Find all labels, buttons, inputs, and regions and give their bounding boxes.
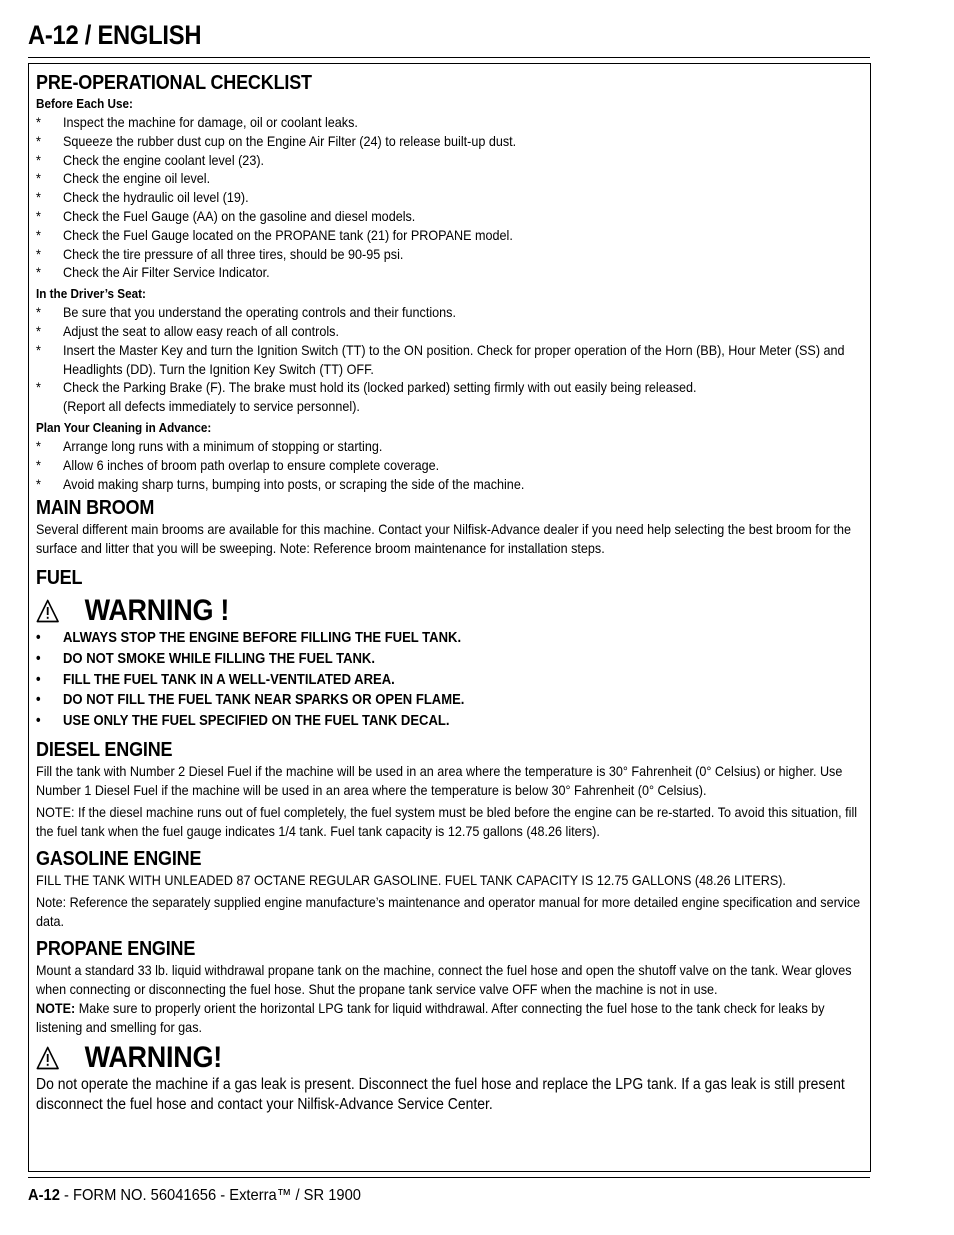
fuel-heading: FUEL bbox=[36, 567, 83, 590]
before-use-item-text: Check the hydraulic oil level (19). bbox=[63, 189, 249, 206]
bullet-marker: • bbox=[36, 692, 41, 709]
before-use-item bbox=[36, 113, 866, 132]
bullet-marker: * bbox=[36, 456, 41, 473]
plan-cleaning-item bbox=[36, 475, 866, 494]
header-divider bbox=[28, 57, 870, 58]
propane-warning-label: WARNING! bbox=[84, 1041, 222, 1075]
diesel-heading: DIESEL ENGINE bbox=[36, 739, 173, 762]
bullet-marker: • bbox=[36, 650, 41, 667]
page-footer bbox=[28, 1186, 361, 1206]
fuel-warning-item-text: FILL THE FUEL TANK IN A WELL-VENTILATED AREA. bbox=[63, 671, 395, 688]
plan-cleaning-item bbox=[36, 456, 866, 475]
fuel-warning-item-text: DO NOT FILL THE FUEL TANK NEAR SPARKS OR OPEN FLAME. bbox=[63, 692, 465, 709]
driver-seat-item bbox=[36, 322, 866, 341]
driver-seat-item bbox=[36, 378, 866, 397]
fuel-warning-title bbox=[36, 594, 866, 628]
bullet-marker: * bbox=[36, 437, 41, 454]
diesel-text-2: NOTE: If the diesel machine runs out of fuel completely, the fuel system must be bled before the engine can be re-started. To avoid this situation, fill the fuel tank when the fuel gauge indicates 1/4 tank. Fuel tank capacity is 12.75 gallons (48.26 liters). bbox=[36, 804, 858, 840]
driver-seat-item-text: Adjust the seat to allow easy reach of all controls. bbox=[63, 322, 339, 339]
driver-seat-item-text: (Report all defects immediately to service personnel). bbox=[63, 398, 360, 415]
bullet-marker: * bbox=[36, 322, 41, 339]
warning-triangle-icon bbox=[36, 599, 59, 623]
before-use-item-text: Check the Air Filter Service Indicator. bbox=[63, 264, 270, 281]
before-use-item bbox=[36, 188, 866, 207]
page-title: A-12 / ENGLISH bbox=[28, 20, 202, 50]
before-use-list bbox=[36, 113, 866, 282]
fuel-warning-item bbox=[36, 711, 866, 732]
driver-seat-label: In the Driver’s Seat: bbox=[36, 286, 146, 302]
plan-cleaning-item bbox=[36, 437, 866, 456]
bullet-marker: * bbox=[36, 207, 41, 224]
warning-triangle-icon bbox=[36, 1046, 59, 1070]
before-use-item bbox=[36, 169, 866, 188]
before-use-item-text: Squeeze the rubber dust cup on the Engine Air Filter (24) to release built-up dust. bbox=[63, 132, 517, 149]
before-use-item bbox=[36, 151, 866, 170]
bullet-marker: * bbox=[36, 114, 41, 130]
bullet-marker: * bbox=[36, 379, 41, 396]
gasoline-text-2: Note: Reference the separately supplied engine manufacture’s maintenance and operator manual for more detailed engine specification and service data. bbox=[36, 894, 861, 930]
fuel-warning-item-text: DO NOT SMOKE WHILE FILLING THE FUEL TANK. bbox=[63, 650, 375, 667]
driver-seat-item bbox=[36, 303, 866, 322]
main-broom-heading: MAIN BROOM bbox=[36, 497, 155, 520]
driver-seat-item bbox=[36, 341, 866, 379]
plan-cleaning-list bbox=[36, 437, 866, 493]
before-use-item-text: Check the engine oil level. bbox=[63, 170, 211, 187]
fuel-warning-list bbox=[36, 628, 866, 731]
before-use-item-text: Inspect the machine for damage, oil or coolant leaks. bbox=[63, 114, 358, 130]
before-use-item bbox=[36, 207, 866, 226]
plan-cleaning-item-text: Arrange long runs with a minimum of stopping or starting. bbox=[63, 437, 383, 454]
fuel-warning-item bbox=[36, 628, 866, 649]
bullet-marker: * bbox=[36, 151, 41, 168]
driver-seat-item-text: Check the Parking Brake (F). The brake must hold its (locked parked) setting firmly with out easily being released. bbox=[63, 379, 697, 396]
propane-warning-text: Do not operate the machine if a gas leak is present. Disconnect the fuel hose and replace the LPG tank. If a gas leak is still present disconnect the fuel hose and contact your Nilfisk-Advance Service Center. bbox=[36, 1076, 845, 1114]
bullet-marker: * bbox=[36, 475, 41, 492]
before-use-item-text: Check the engine coolant level (23). bbox=[63, 151, 265, 168]
bullet-marker: * bbox=[36, 170, 41, 187]
checklist-heading: PRE-OPERATIONAL CHECKLIST bbox=[36, 72, 312, 94]
before-use-item bbox=[36, 226, 866, 245]
fuel-warning-item bbox=[36, 670, 866, 691]
footer-form-text: - FORM NO. 56041656 - Exterra™ / SR 1900 bbox=[59, 1187, 361, 1204]
main-broom-text: Several different main brooms are available for this machine. Contact your Nilfisk-Advance dealer if you need help selecting the best broom for the surface and litter that you will be sweeping. Note: Reference broom maintenance for installation steps. bbox=[36, 521, 852, 557]
before-use-item-text: Check the Fuel Gauge located on the PROPANE tank (21) for PROPANE model. bbox=[63, 226, 513, 243]
footer-page-number: A-12 bbox=[28, 1187, 60, 1204]
plan-cleaning-item-text: Avoid making sharp turns, bumping into posts, or scraping the side of the machine. bbox=[63, 475, 525, 492]
driver-seat-list bbox=[36, 303, 866, 416]
fuel-warning-item-text: ALWAYS STOP THE ENGINE BEFORE FILLING THE FUEL TANK. bbox=[63, 630, 462, 647]
gasoline-heading: GASOLINE ENGINE bbox=[36, 848, 202, 871]
driver-seat-item-text: Insert the Master Key and turn the Ignition Switch (TT) to the ON position. Check for proper operation of the Horn (BB), Hour Meter (SS) and Headlights (DD). Turn the Ignition Key Switch (TT) OFF. bbox=[63, 341, 845, 377]
propane-note bbox=[36, 999, 866, 1037]
bullet-marker: * bbox=[36, 189, 41, 206]
fuel-warning-item-text: USE ONLY THE FUEL SPECIFIED ON THE FUEL TANK DECAL. bbox=[63, 712, 450, 729]
diesel-text-1: Fill the tank with Number 2 Diesel Fuel if the machine will be used in an area where the temperature is 30° Fahrenheit (0° Celsius) or higher. Use Number 1 Diesel Fuel if the machine will be used in an area where the temperature is below 30° Fahrenheit (0° Celsius). bbox=[36, 763, 843, 799]
plan-cleaning-label: Plan Your Cleaning in Advance: bbox=[36, 419, 212, 435]
before-use-item bbox=[36, 263, 866, 282]
bullet-marker: • bbox=[36, 671, 41, 688]
footer-divider bbox=[28, 1177, 870, 1178]
bullet-marker: * bbox=[36, 264, 41, 281]
propane-text-1: Mount a standard 33 lb. liquid withdrawal propane tank on the machine, connect the fuel hose and open the shutoff valve on the tank. Wear gloves when connecting or disconnecting the fuel hose. Shut the propane tank service valve OFF when the machine is not in use. bbox=[36, 962, 852, 998]
bullet-marker: * bbox=[36, 226, 41, 243]
driver-seat-item bbox=[36, 397, 866, 416]
before-use-label: Before Each Use: bbox=[36, 96, 133, 111]
fuel-warning-label: WARNING ! bbox=[84, 594, 230, 628]
before-use-item bbox=[36, 132, 866, 151]
fuel-warning-item bbox=[36, 690, 866, 711]
driver-seat-item-text: Be sure that you understand the operating controls and their functions. bbox=[63, 304, 456, 321]
gasoline-text-1: FILL THE TANK WITH UNLEADED 87 OCTANE REGULAR GASOLINE. FUEL TANK CAPACITY IS 12.75 GALLONS (48.26 LITERS). bbox=[36, 872, 786, 889]
propane-heading: PROPANE ENGINE bbox=[36, 938, 196, 961]
plan-cleaning-item-text: Allow 6 inches of broom path overlap to ensure complete coverage. bbox=[63, 456, 440, 473]
before-use-item-text: Check the tire pressure of all three tires, should be 90-95 psi. bbox=[63, 245, 404, 262]
propane-warning-title bbox=[36, 1041, 866, 1075]
propane-note-text: Make sure to properly orient the horizontal LPG tank for liquid withdrawal. After connecting the fuel hose to the tank check for leaks by listening and smelling for gas. bbox=[36, 1000, 825, 1036]
content-box bbox=[28, 63, 871, 1172]
propane-note-label: NOTE: bbox=[36, 1000, 76, 1017]
bullet-marker: * bbox=[36, 304, 41, 321]
bullet-marker: * bbox=[36, 245, 41, 262]
fuel-warning-item bbox=[36, 649, 866, 670]
bullet-marker: • bbox=[36, 712, 41, 729]
bullet-marker: * bbox=[36, 132, 41, 149]
before-use-item bbox=[36, 245, 866, 264]
bullet-marker: • bbox=[36, 630, 41, 647]
before-use-item-text: Check the Fuel Gauge (AA) on the gasoline and diesel models. bbox=[63, 207, 416, 224]
bullet-marker: * bbox=[36, 341, 41, 358]
